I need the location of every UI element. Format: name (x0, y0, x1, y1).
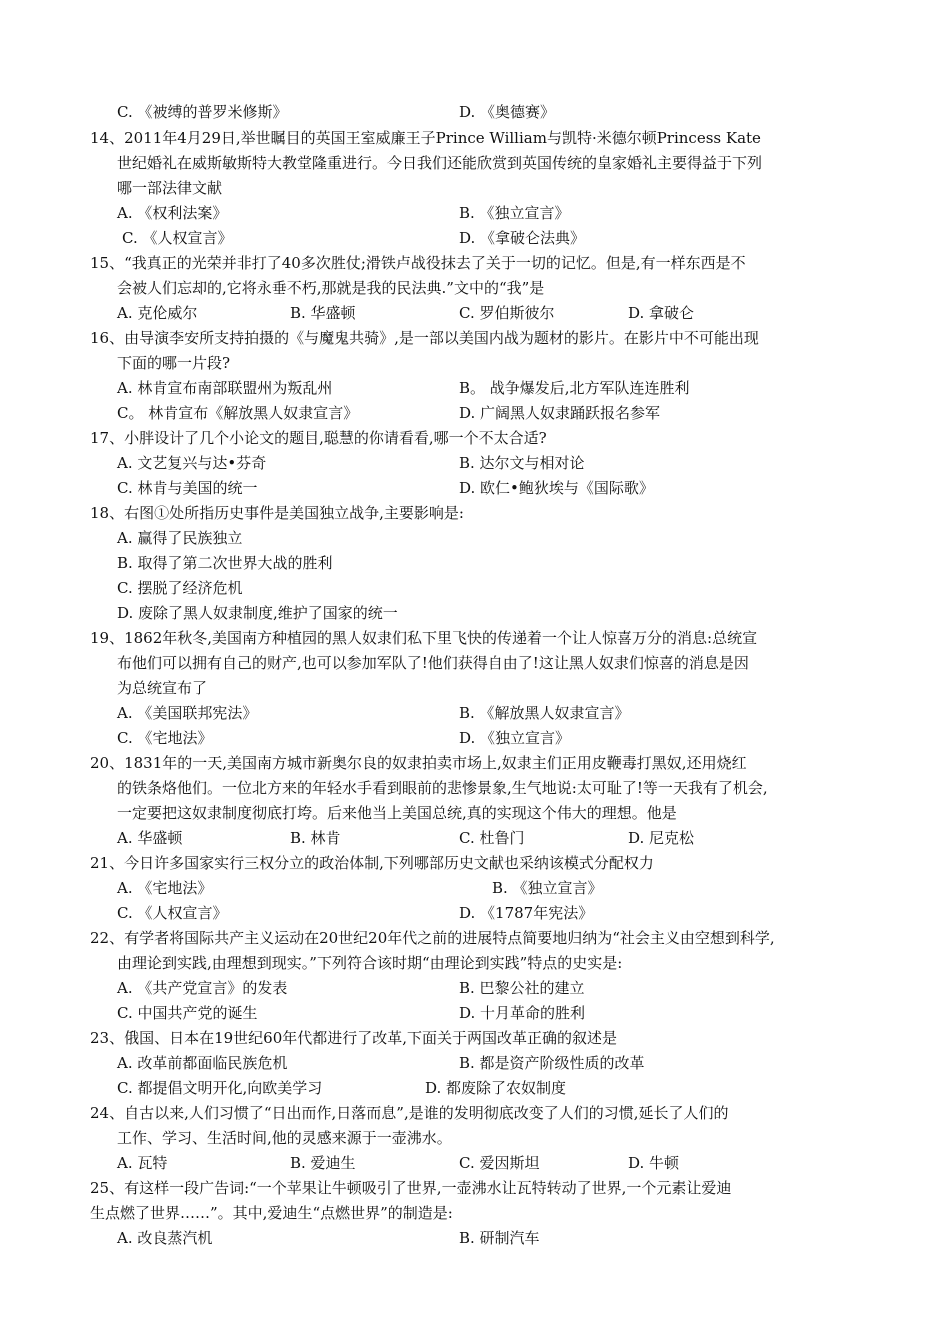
text-line: D. 都废除了农奴制度 (425, 1079, 567, 1097)
text-line: A. 《宅地法》 (117, 879, 213, 897)
text-line: B. 达尔文与相对论 (459, 454, 585, 472)
text-line: 的铁条烙他们。一位北方来的年轻水手看到眼前的悲惨景象,生气地说:太可耻了!等一天我有了机会, (117, 779, 768, 797)
text-line: C。 林肯宣布《解放黑人奴隶宣言》 (117, 404, 359, 422)
text-line: 14、2011年4月29日,举世瞩目的英国王室威廉王子Prince William与凯特·米德尔顿Princess Kate (90, 129, 761, 147)
text-line: 17、小胖设计了几个小论文的题目,聪慧的你请看看,哪一个不太合适? (90, 429, 547, 447)
text-line: D. 十月革命的胜利 (459, 1004, 586, 1022)
text-line: A. 克伦威尔 (117, 304, 198, 322)
text-line: 21、今日许多国家实行三权分立的政治体制,下列哪部历史文献也采纳该模式分配权力 (90, 854, 654, 872)
text-line: 工作、学习、生活时间,他的灵感来源于一壶沸水。 (117, 1129, 452, 1147)
text-line: 下面的哪一片段? (117, 354, 231, 372)
text-line: C. 中国共产党的诞生 (117, 1004, 258, 1022)
text-line: A. 《美国联邦宪法》 (117, 704, 258, 722)
text-line: C. 摆脱了经济危机 (117, 579, 243, 597)
text-line: B. 《解放黑人奴隶宣言》 (459, 704, 630, 722)
text-line: A. 赢得了民族独立 (117, 529, 243, 547)
text-line: 16、由导演李安所支持拍摄的《与魔鬼共骑》,是一部以美国内战为题材的影片。在影片中不可能出现 (90, 329, 759, 347)
text-line: C. 《人权宣言》 (117, 904, 228, 922)
text-line: 为总统宣布了 (117, 679, 208, 697)
text-line: B. 巴黎公社的建立 (459, 979, 585, 997)
text-line: 18、右图①处所指历史事件是美国独立战争,主要影响是: (90, 504, 464, 522)
text-line: 布他们可以拥有自己的财产,也可以参加军队了!他们获得自由了!这让黑人奴隶们惊喜的消息是因 (117, 654, 749, 672)
text-line: B. 《独立宣言》 (459, 204, 570, 222)
text-line: 24、自古以来,人们习惯了“日出而作,日落而息”,是谁的发明彻底改变了人们的习惯,延长了人们的 (90, 1104, 729, 1122)
text-line: B. 取得了第二次世界大战的胜利 (117, 554, 333, 572)
text-line: B。 战争爆发后,北方军队连连胜利 (459, 379, 690, 397)
text-line: C. 林肯与美国的统一 (117, 479, 258, 497)
text-line: B. 《独立宣言》 (492, 879, 603, 897)
text-line: C. 爱因斯坦 (459, 1154, 540, 1172)
text-line: A. 《权利法案》 (117, 204, 228, 222)
text-line: A. 改革前都面临民族危机 (117, 1054, 288, 1072)
text-line: A. 《共产党宣言》的发表 (117, 979, 288, 997)
text-line: D. 废除了黑人奴隶制度,维护了国家的统一 (117, 604, 398, 622)
text-line: A. 华盛顿 (117, 829, 183, 847)
text-line: D. 《奥德赛》 (459, 103, 556, 121)
text-line: A. 林肯宣布南部联盟州为叛乱州 (117, 379, 333, 397)
text-line: C. 《人权宣言》 (122, 229, 233, 247)
text-line: C. 杜鲁门 (459, 829, 525, 847)
text-line: 会被人们忘却的,它将永垂不朽,那就是我的民法典.”文中的“我”是 (117, 279, 545, 297)
text-line: B. 林肯 (290, 829, 341, 847)
text-line: 哪一部法律文献 (117, 179, 223, 197)
text-line: D. 牛顿 (628, 1154, 680, 1172)
text-line: D. 《1787年宪法》 (459, 904, 594, 922)
text-line: 25、有这样一段广告词:“一个苹果让牛顿吸引了世界,一壶沸水让瓦特转动了世界,一个元素让爱迪 (90, 1179, 732, 1197)
text-line: D. 《拿破仑法典》 (459, 229, 586, 247)
text-line: 生点燃了世界……”。其中,爱迪生“点燃世界”的制造是: (90, 1204, 453, 1222)
text-line: B. 研制汽车 (459, 1229, 540, 1247)
text-line: C. 罗伯斯彼尔 (459, 304, 555, 322)
text-line: C. 《被缚的普罗米修斯》 (117, 103, 288, 121)
text-line: A. 文艺复兴与达•芬奇 (117, 454, 267, 472)
text-line: A. 改良蒸汽机 (117, 1229, 213, 1247)
text-line: 20、1831年的一天,美国南方城市新奥尔良的奴隶拍卖市场上,奴隶主们正用皮鞭毒打黑奴,还用烧红 (90, 754, 747, 772)
text-line: B. 爱迪生 (290, 1154, 356, 1172)
text-line: 19、1862年秋冬,美国南方种植园的黑人奴隶们私下里飞快的传递着一个让人惊喜万分的消息:总统宣 (90, 629, 758, 647)
text-line: D. 广阔黑人奴隶踊跃报名参军 (459, 404, 661, 422)
text-line: B. 都是资产阶级性质的改革 (459, 1054, 645, 1072)
text-line: 由理论到实践,由理想到现实。”下列符合该时期“由理论到实践”特点的史实是: (117, 954, 623, 972)
text-line: 15、“我真正的光荣并非打了40多次胜仗;滑铁卢战役抹去了关于一切的记忆。但是,有一样东西是不 (90, 254, 746, 272)
text-line: 一定要把这奴隶制度彻底打垮。后来他当上美国总统,真的实现这个伟大的理想。他是 (117, 804, 677, 822)
text-line: C. 《宅地法》 (117, 729, 213, 747)
text-line: D. 《独立宣言》 (459, 729, 571, 747)
text-line: 23、俄国、日本在19世纪60年代都进行了改革,下面关于两国改革正确的叙述是 (90, 1029, 618, 1047)
text-line: D. 拿破仑 (628, 304, 695, 322)
text-line: 22、有学者将国际共产主义运动在20世纪20年代之前的进展特点简要地归纳为“社会主义由空想到科学, (90, 929, 775, 947)
text-line: D. 尼克松 (628, 829, 695, 847)
text-line: B. 华盛顿 (290, 304, 356, 322)
text-line: D. 欧仁•鲍狄埃与《国际歌》 (459, 479, 654, 497)
text-line: C. 都提倡文明开化,向欧美学习 (117, 1079, 323, 1097)
text-line: 世纪婚礼在威斯敏斯特大教堂隆重进行。今日我们还能欣赏到英国传统的皇家婚礼主要得益于下列 (117, 154, 763, 172)
text-line: A. 瓦特 (117, 1154, 168, 1172)
